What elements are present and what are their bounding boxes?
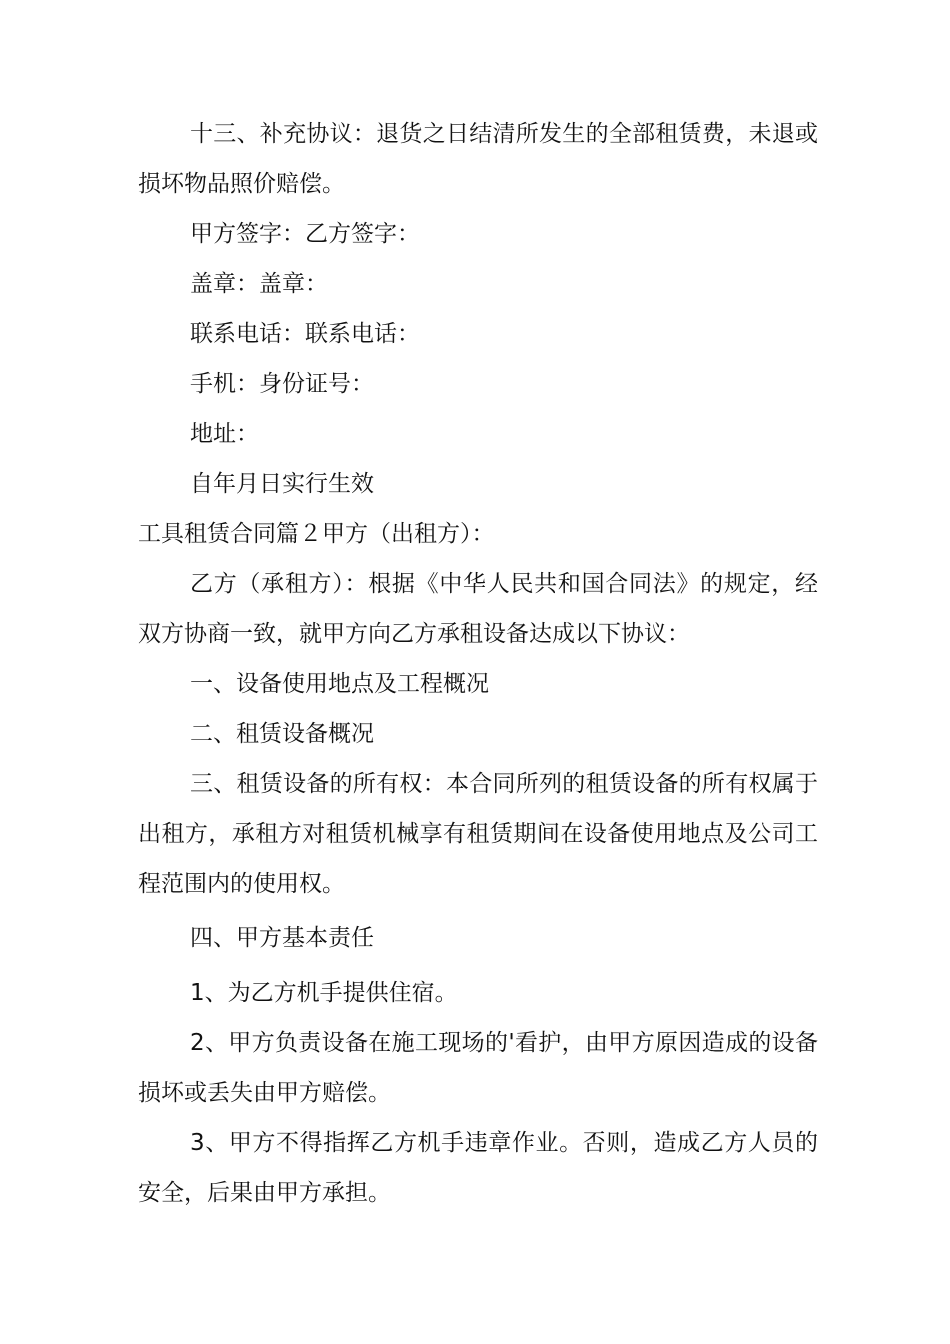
party-b-intro: 乙方（承租方）：根据《中华人民共和国合同法》的规定，经双方协商一致，就甲方向乙方承租设备达成以下协议：: [138, 571, 818, 647]
seal-line: 盖章：盖章：: [190, 271, 328, 297]
contract-2-heading: 工具租赁合同篇２甲方（出租方）：: [138, 521, 495, 547]
effective-date-line: 自年月日实行生效: [190, 471, 374, 497]
item-1-accommodation: 1、为乙方机手提供住宿。: [190, 980, 458, 1006]
section-2-heading: 二、租赁设备概况: [190, 721, 374, 747]
item-2-custody: 2、甲方负责设备在施工现场的'看护，由甲方原因造成的设备损坏或丢失由甲方赔偿。: [138, 1030, 818, 1106]
mobile-id-line: 手机：身份证号：: [190, 371, 374, 397]
address-line: 地址：: [190, 421, 259, 447]
item-3-safety: 3、甲方不得指挥乙方机手违章作业。否则，造成乙方人员的安全，后果由甲方承担。: [138, 1130, 818, 1206]
signature-line: 甲方签字：乙方签字：: [190, 221, 420, 247]
section-1-heading: 一、设备使用地点及工程概况: [190, 671, 489, 697]
section-4-heading: 四、甲方基本责任: [190, 925, 374, 951]
section-3-ownership: 三、租赁设备的所有权：本合同所列的租赁设备的所有权属于出租方，承租方对租赁机械享有租赁期间在设备使用地点及公司工程范围内的使用权。: [138, 771, 818, 897]
clause-13-supplementary: 十三、补充协议：退货之日结清所发生的全部租赁费，未退或损坏物品照价赔偿。: [138, 121, 818, 197]
phone-line: 联系电话：联系电话：: [190, 321, 420, 347]
